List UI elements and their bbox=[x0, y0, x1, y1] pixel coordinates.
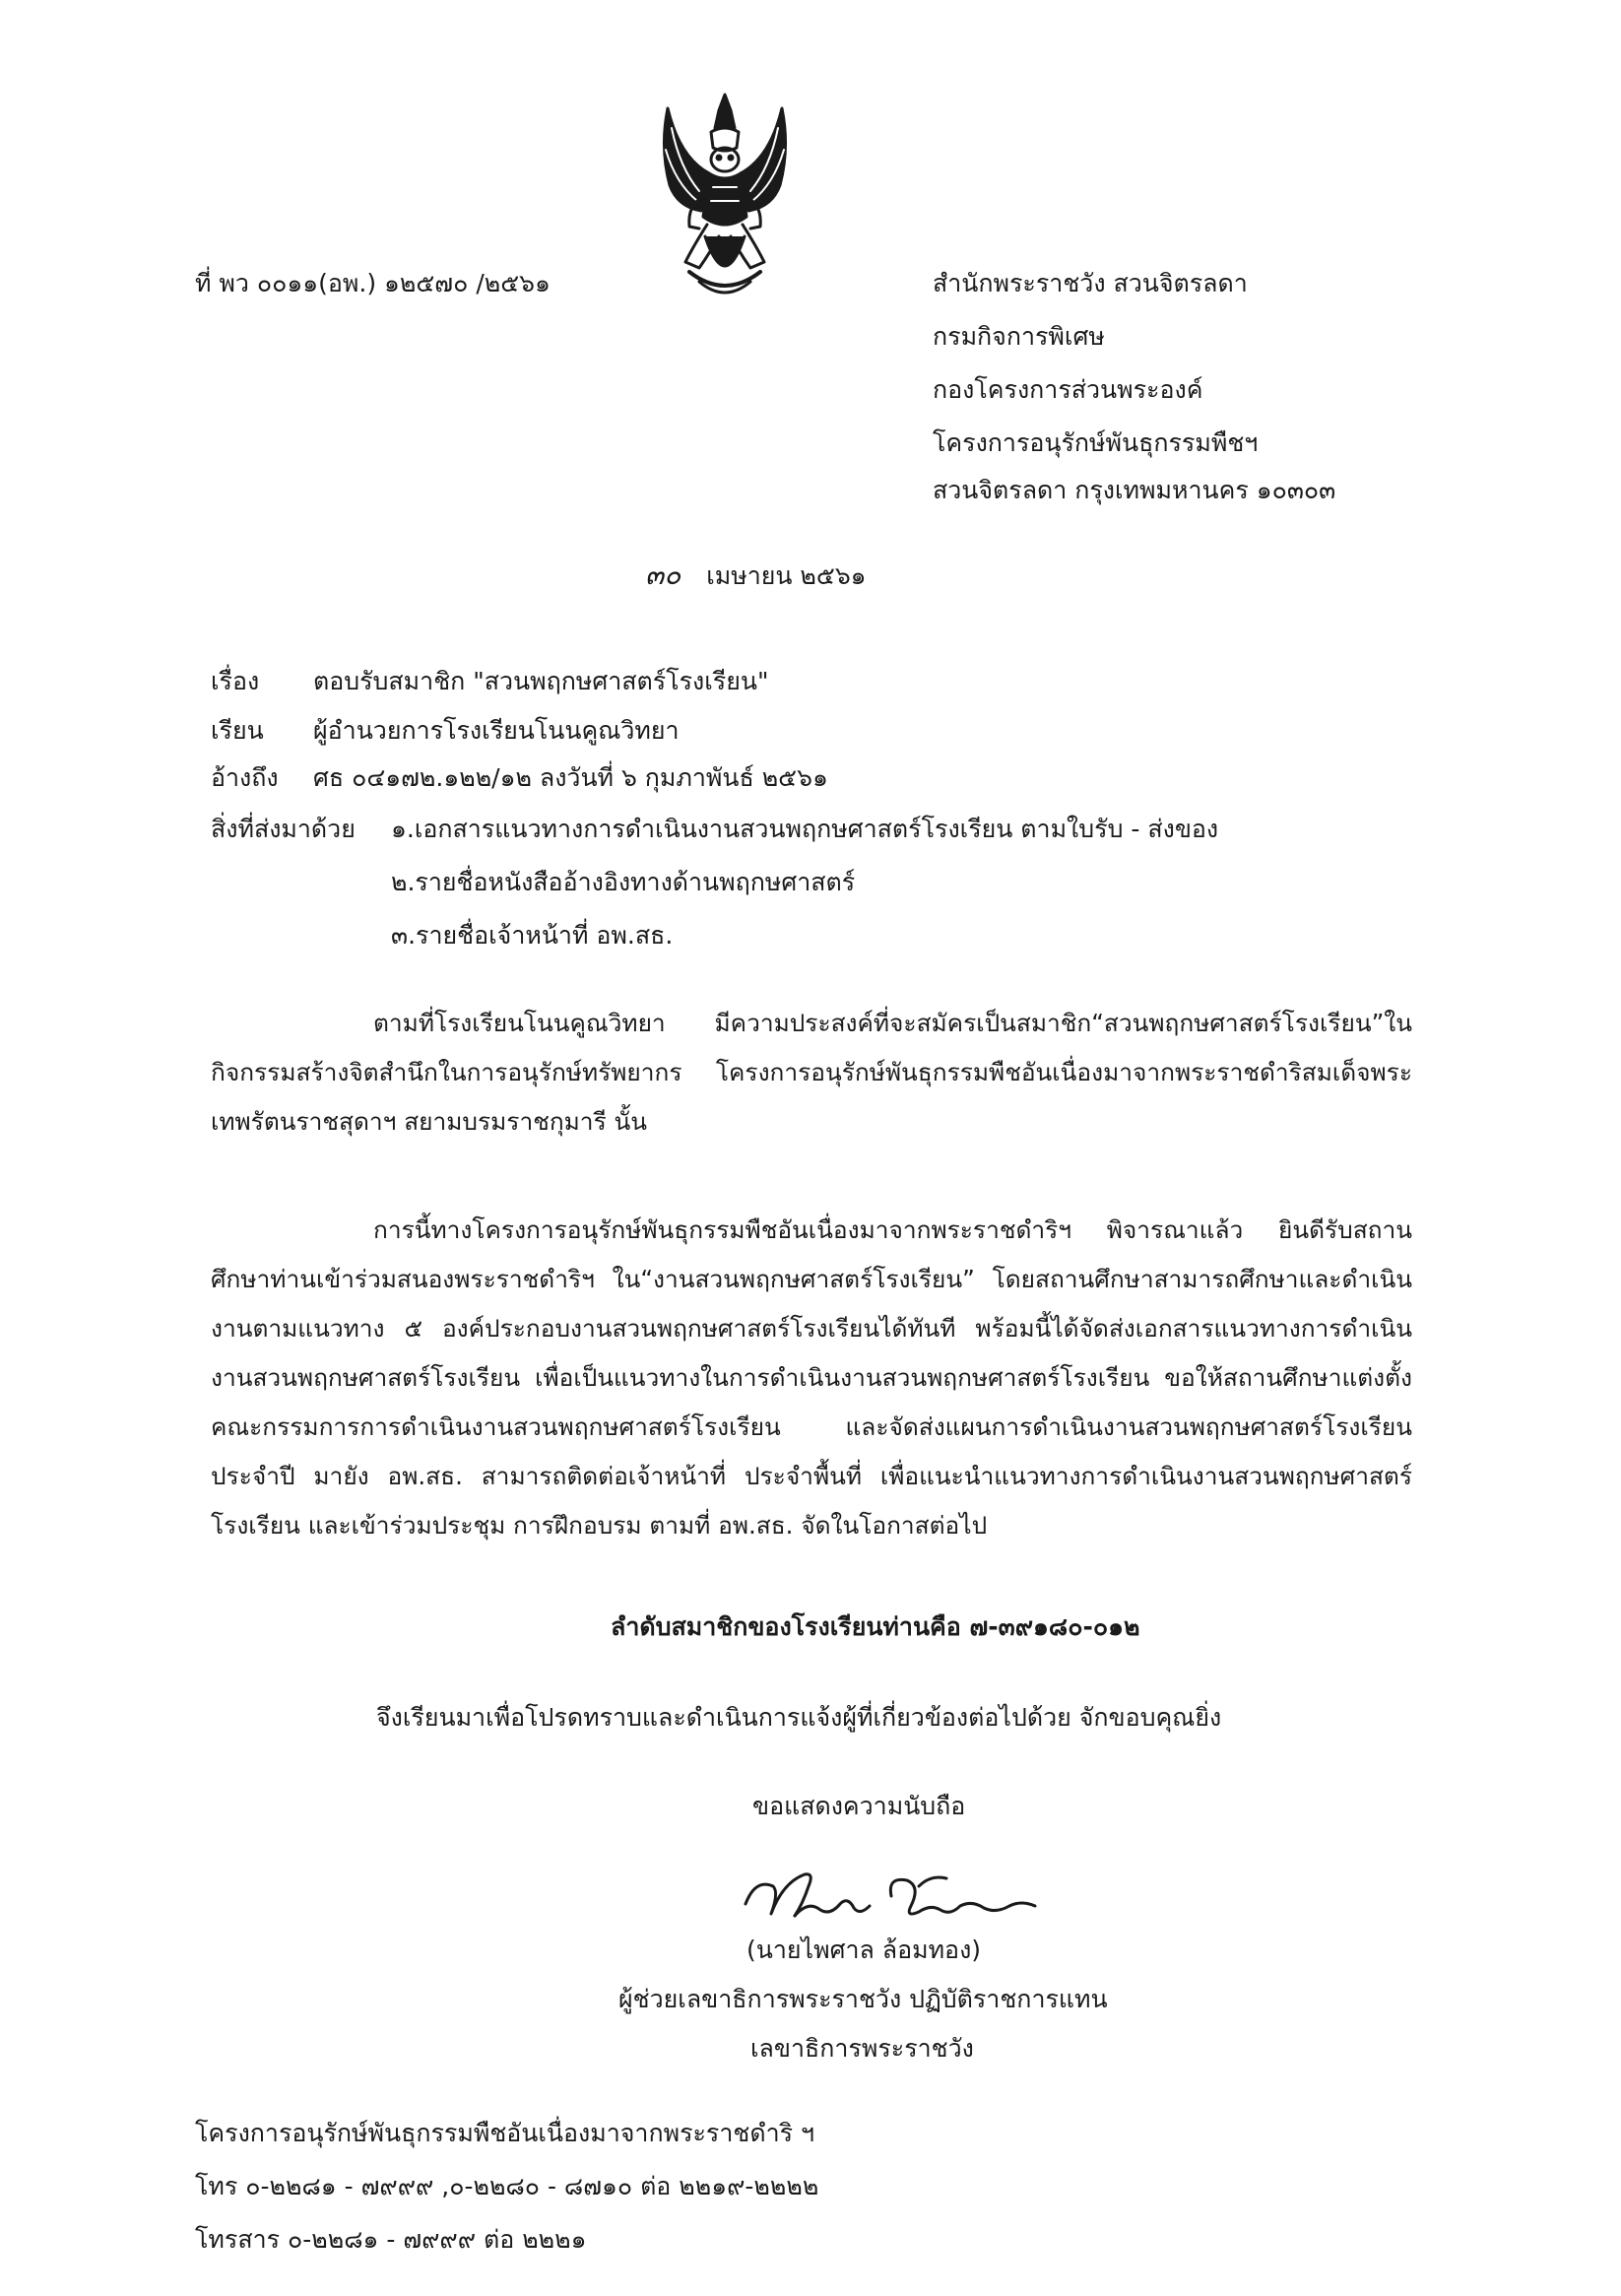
reference-label: อ้างถึง bbox=[211, 763, 279, 792]
footer-phone: โทร ๐-๒๒๘๑ - ๗๙๙๙ ,๐-๒๒๘๐ - ๘๗๑๐ ต่อ ๒๒๑๙-๒๒๒๒ bbox=[195, 2172, 819, 2200]
to-label: เรียน bbox=[211, 716, 264, 745]
signer-title-organization: เลขาธิการพระราชวัง bbox=[750, 2034, 974, 2063]
subject-label: เรื่อง bbox=[211, 667, 260, 695]
member-number-line: ลำดับสมาชิกของโรงเรียนท่านคือ ๗-๓๙๑๘๐-๐๑๒ bbox=[611, 1612, 1140, 1641]
signer-title: ผู้ช่วยเลขาธิการพระราชวัง ปฏิบัติราชการแทน bbox=[618, 1985, 1108, 2013]
signer-name: (นายไพศาล ล้อมทอง) bbox=[746, 1935, 982, 1964]
sender-address-line: โครงการอนุรักษ์พันธุกรรมพืชฯ bbox=[933, 428, 1259, 457]
reference-number: ที่ พว ๐๐๑๑(อพ.) ๑๒๕๗๐ /๒๕๖๑ bbox=[195, 269, 551, 297]
footer-fax: โทรสาร ๐-๒๒๘๑ - ๗๙๙๙ ต่อ ๒๒๒๑ bbox=[195, 2225, 587, 2254]
to-recipient: ผู้อำนวยการโรงเรียนโนนคูณวิทยา bbox=[313, 716, 680, 745]
salutation: ขอแสดงความนับถือ bbox=[752, 1792, 966, 1820]
sender-address-line: กรมกิจการพิเศษ bbox=[933, 322, 1105, 351]
enclosure-item: ๓.รายชื่อเจ้าหน้าที่ อพ.สธ. bbox=[391, 921, 674, 950]
garuda-emblem-icon bbox=[650, 89, 800, 305]
enclosure-item: ๒.รายชื่อหนังสืออ้างอิงทางด้านพฤกษศาสตร์ bbox=[391, 868, 856, 896]
paragraph-text: การนี้ทางโครงการอนุรักษ์พันธุกรรมพืชอันเนื่องมาจากพระราชดำริฯ พิจารณาแล้ว ยินดีรับสถานศึกษาท่านเข้าร่วมสนองพระราชดำริฯ ใน“งานสวนพฤกษศาสตร์โรงเรียน” โดยสถานศึกษาสามารถศึกษาและดำเนินงานตามแนวทาง ๕ องค์ประกอบงานสวนพฤกษศาสตร์โรงเรียนได้ทันที พร้อมนี้ได้จัดส่งเอกสารแนวทางการดำเนินงานสวนพฤกษศาสตร์โรงเรียน เพื่อเป็นแนวทางในการดำเนินงานสวนพฤกษศาสตร์โรงเรียน ขอให้สถานศึกษาแต่งตั้งคณะกรรมการการดำเนินงานสวนพฤกษศาสตร์โรงเรียน และจัดส่งแผนการดำเนินงานสวนพฤกษศาสตร์โรงเรียนประจำปี มายัง อพ.สธ. สามารถติดต่อเจ้าหน้าที่ ประจำพื้นที่ เพื่อแนะนำแนวทางการดำเนินงานสวนพฤกษศาสตร์โรงเรียน และเข้าร่วมประชุม การฝึกอบรม ตามที่ อพ.สธ. จัดในโอกาสต่อไป bbox=[211, 1215, 1412, 1540]
reference-document: ศธ ๐๔๑๗๒.๑๒๒/๑๒ ลงวันที่ ๖ กุมภาพันธ์ ๒๕๖๑ bbox=[313, 763, 828, 792]
closing-request: จึงเรียนมาเพื่อโปรดทราบและดำเนินการแจ้งผู้ที่เกี่ยวข้องต่อไปด้วย จักขอบคุณยิ่ง bbox=[376, 1703, 1222, 1732]
letter-date bbox=[645, 554, 867, 597]
date-month-year: เมษายน ๒๕๖๑ bbox=[706, 561, 867, 590]
sender-address-line: สำนักพระราชวัง สวนจิตรลดา bbox=[933, 269, 1248, 297]
paragraph-text: ตามที่โรงเรียนโนนคูณวิทยา มีความประสงค์ที่จะสมัครเป็นสมาชิก“สวนพฤกษศาสตร์โรงเรียน”ในกิจกรรมสร้างจิตสำนึกในการอนุรักษ์ทรัพยากร โครงการอนุรักษ์พันธุกรรมพืชอันเนื่องมาจากพระราชดำริสมเด็จพระเทพรัตนราชสุดาฯ สยามบรมราชกุมารี นั้น bbox=[211, 1009, 1412, 1136]
enclosure-item: ๑.เอกสารแนวทางการดำเนินงานสวนพฤกษศาสตร์โรงเรียน ตามใบรับ - ส่งของ bbox=[391, 815, 1219, 843]
sender-address-line: สวนจิตรลดา กรุงเทพมหานคร ๑๐๓๐๓ bbox=[933, 476, 1336, 504]
footer-organization: โครงการอนุรักษ์พันธุกรรมพืชอันเนื่องมาจากพระราชดำริ ฯ bbox=[195, 2119, 815, 2147]
subject: ตอบรับสมาชิก "สวนพฤกษศาสตร์โรงเรียน" bbox=[313, 667, 769, 695]
enclosures-label: สิ่งที่ส่งมาด้วย bbox=[211, 815, 356, 843]
date-day: ๓๐ bbox=[645, 558, 681, 591]
paragraph-application bbox=[211, 999, 1412, 1147]
sender-address-line: กองโครงการส่วนพระองค์ bbox=[933, 375, 1203, 404]
paragraph-acceptance bbox=[211, 1206, 1412, 1550]
